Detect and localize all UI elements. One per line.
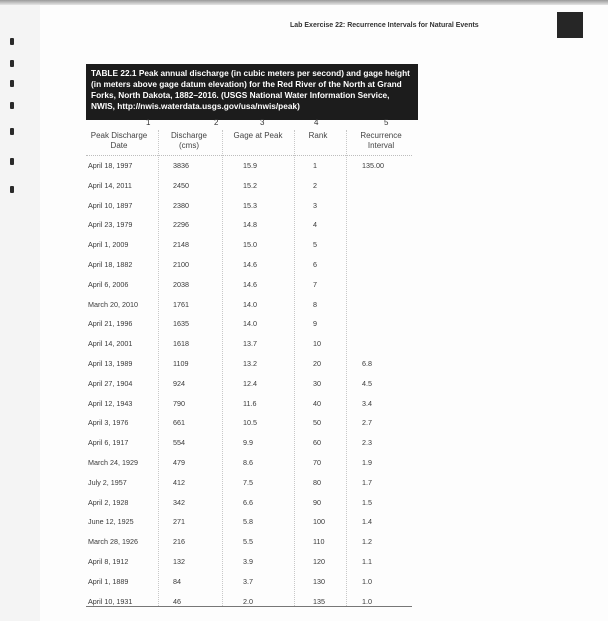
cell-gage: 15.3 bbox=[243, 200, 257, 210]
cell-interval: 1.2 bbox=[362, 537, 372, 547]
cell-rank: 100 bbox=[313, 517, 325, 527]
binding-mark bbox=[10, 128, 14, 135]
cell-discharge: 342 bbox=[173, 497, 185, 507]
table-row bbox=[86, 359, 412, 371]
cell-discharge: 790 bbox=[173, 398, 185, 408]
cell-gage: 15.0 bbox=[243, 240, 257, 250]
cell-discharge: 46 bbox=[173, 596, 181, 606]
cell-gage: 9.9 bbox=[243, 438, 253, 448]
cell-gage: 14.6 bbox=[243, 260, 257, 269]
binding-mark bbox=[10, 186, 14, 193]
cell-gage: 3.7 bbox=[243, 576, 253, 586]
table-row bbox=[86, 339, 412, 351]
cell-date: April 27, 1904 bbox=[88, 378, 133, 388]
cell-discharge: 2380 bbox=[173, 200, 189, 210]
cell-discharge: 2296 bbox=[173, 220, 189, 230]
cell-date: April 2, 1928 bbox=[88, 497, 129, 507]
cell-date: April 3, 1976 bbox=[88, 418, 129, 428]
cell-interval: 1.9 bbox=[362, 458, 372, 467]
column-header-rank: Rank bbox=[308, 131, 328, 140]
cell-date: April 10, 1897 bbox=[88, 200, 133, 210]
cell-rank: 20 bbox=[313, 359, 321, 368]
cell-rank: 30 bbox=[313, 378, 321, 388]
caption-text: Peak annual discharge (in cubic meters per second) and gage height (in meters above gage datum elevation) for the Red River of the North at Grand Forks, North Dakota, 1882–2016. (USGS National Water Information Service, NWIS, http://nwis.waterdata.usgs.gov/usa/nwis/peak) bbox=[91, 68, 410, 111]
cell-discharge: 412 bbox=[173, 477, 185, 487]
cell-interval: 2.7 bbox=[362, 418, 372, 428]
cell-gage: 14.0 bbox=[243, 299, 257, 309]
cell-discharge: 2450 bbox=[173, 180, 189, 190]
cell-gage: 3.9 bbox=[243, 557, 253, 566]
cell-date: April 1, 2009 bbox=[88, 240, 129, 250]
cell-date: April 8, 1912 bbox=[88, 557, 129, 566]
cell-interval: 1.0 bbox=[362, 576, 372, 586]
cell-date: March 20, 2010 bbox=[88, 299, 138, 309]
table-row bbox=[86, 300, 412, 312]
cell-gage: 12.4 bbox=[243, 378, 257, 388]
cell-gage: 10.5 bbox=[243, 418, 257, 428]
cell-gage: 8.6 bbox=[243, 458, 253, 467]
column-header-interval: Recurrence Interval bbox=[360, 131, 402, 150]
cell-interval: 2.3 bbox=[362, 438, 372, 448]
binding-strip bbox=[0, 5, 40, 621]
cell-discharge: 479 bbox=[173, 458, 185, 467]
cell-discharge: 2148 bbox=[173, 240, 189, 250]
cell-discharge: 554 bbox=[173, 438, 185, 448]
cell-gage: 14.0 bbox=[243, 319, 257, 329]
cell-interval: 1.1 bbox=[362, 557, 372, 566]
cell-rank: 90 bbox=[313, 497, 321, 507]
page-corner-block bbox=[557, 12, 583, 38]
cell-discharge: 1109 bbox=[173, 359, 189, 368]
cell-rank: 7 bbox=[313, 279, 317, 289]
binding-mark bbox=[10, 80, 14, 87]
cell-date: April 14, 2001 bbox=[88, 339, 133, 349]
table-row bbox=[86, 458, 412, 470]
caption-label: TABLE 22.1 bbox=[91, 68, 137, 78]
cell-interval: 3.4 bbox=[362, 398, 372, 408]
column-number: 2 bbox=[214, 118, 219, 127]
table-row bbox=[86, 220, 412, 232]
cell-date: April 23, 1979 bbox=[88, 220, 133, 230]
cell-gage: 13.2 bbox=[243, 359, 257, 368]
table-row bbox=[86, 577, 412, 589]
cell-interval: 6.8 bbox=[362, 359, 372, 368]
cell-gage: 2.0 bbox=[243, 596, 253, 606]
cell-date: April 21, 1996 bbox=[88, 319, 133, 329]
table-row bbox=[86, 517, 412, 529]
cell-date: April 6, 1917 bbox=[88, 438, 129, 448]
cell-rank: 6 bbox=[313, 260, 317, 269]
cell-gage: 7.5 bbox=[243, 477, 253, 487]
cell-rank: 9 bbox=[313, 319, 317, 329]
column-number: 1 bbox=[146, 118, 151, 127]
cell-rank: 40 bbox=[313, 398, 321, 408]
cell-discharge: 1635 bbox=[173, 319, 189, 329]
cell-discharge: 3836 bbox=[173, 161, 189, 170]
cell-discharge: 1618 bbox=[173, 339, 189, 349]
cell-date: March 24, 1929 bbox=[88, 458, 138, 467]
table-row bbox=[86, 319, 412, 331]
running-title: Lab Exercise 22: Recurrence Intervals for Natural Events bbox=[290, 22, 479, 29]
table-row bbox=[86, 537, 412, 549]
cell-rank: 120 bbox=[313, 557, 325, 566]
cell-rank: 8 bbox=[313, 299, 317, 309]
cell-discharge: 1761 bbox=[173, 299, 189, 309]
cell-gage: 13.7 bbox=[243, 339, 257, 349]
cell-date: April 18, 1882 bbox=[88, 260, 133, 269]
cell-date: April 14, 2011 bbox=[88, 180, 132, 190]
cell-discharge: 84 bbox=[173, 576, 181, 586]
cell-discharge: 661 bbox=[173, 418, 185, 428]
cell-discharge: 271 bbox=[173, 517, 185, 527]
column-number: 4 bbox=[314, 118, 319, 127]
cell-date: March 28, 1926 bbox=[88, 537, 138, 547]
table-caption bbox=[86, 64, 418, 120]
cell-date: April 1, 1889 bbox=[88, 576, 129, 586]
cell-interval: 4.5 bbox=[362, 378, 372, 388]
cell-rank: 3 bbox=[313, 200, 317, 210]
cell-rank: 135 bbox=[313, 596, 325, 606]
cell-gage: 15.9 bbox=[243, 161, 257, 170]
column-number: 5 bbox=[384, 118, 389, 127]
cell-rank: 110 bbox=[313, 537, 325, 547]
cell-rank: 10 bbox=[313, 339, 321, 349]
cell-discharge: 2038 bbox=[173, 279, 189, 289]
cell-interval: 1.4 bbox=[362, 517, 372, 527]
cell-rank: 50 bbox=[313, 418, 321, 428]
column-header-date: Peak Discharge Date bbox=[90, 131, 148, 150]
table-row bbox=[86, 418, 412, 430]
cell-date: April 12, 1943 bbox=[88, 398, 133, 408]
scan-top-edge bbox=[0, 0, 608, 5]
cell-gage: 5.5 bbox=[243, 537, 253, 547]
cell-rank: 60 bbox=[313, 438, 321, 448]
cell-date: July 2, 1957 bbox=[88, 477, 127, 487]
cell-interval: 1.5 bbox=[362, 497, 372, 507]
binding-mark bbox=[10, 60, 14, 67]
cell-rank: 4 bbox=[313, 220, 317, 230]
table-row bbox=[86, 161, 412, 173]
table-bottom-rule bbox=[86, 606, 412, 607]
cell-date: April 6, 2006 bbox=[88, 279, 129, 289]
column-header-gage: Gage at Peak bbox=[233, 131, 283, 140]
table-row bbox=[86, 260, 412, 272]
cell-gage: 14.6 bbox=[243, 279, 257, 289]
binding-mark bbox=[10, 38, 14, 45]
column-header-discharge: Discharge (cms) bbox=[170, 131, 207, 150]
table-row bbox=[86, 478, 412, 490]
cell-gage: 5.8 bbox=[243, 517, 253, 527]
cell-rank: 1 bbox=[313, 161, 317, 170]
table-row bbox=[86, 399, 412, 411]
cell-interval: 1.0 bbox=[362, 596, 372, 606]
cell-discharge: 132 bbox=[173, 557, 185, 566]
header-divider bbox=[86, 155, 412, 156]
cell-gage: 14.8 bbox=[243, 220, 257, 230]
cell-gage: 15.2 bbox=[243, 180, 257, 190]
cell-date: April 10, 1931 bbox=[88, 596, 133, 606]
table-row bbox=[86, 379, 412, 391]
cell-interval: 1.7 bbox=[362, 477, 372, 487]
table-row bbox=[86, 280, 412, 292]
table-row bbox=[86, 181, 412, 193]
table-row bbox=[86, 557, 412, 569]
cell-rank: 80 bbox=[313, 477, 321, 487]
cell-discharge: 924 bbox=[173, 378, 185, 388]
cell-date: April 13, 1989 bbox=[88, 359, 133, 368]
cell-rank: 130 bbox=[313, 576, 325, 586]
cell-rank: 5 bbox=[313, 240, 317, 250]
table-row bbox=[86, 201, 412, 213]
table-row bbox=[86, 498, 412, 510]
binding-mark bbox=[10, 102, 14, 109]
cell-discharge: 2100 bbox=[173, 260, 189, 269]
cell-rank: 2 bbox=[313, 180, 317, 190]
binding-mark bbox=[10, 158, 14, 165]
cell-interval: 135.00 bbox=[362, 161, 384, 170]
table-row bbox=[86, 438, 412, 450]
column-number: 3 bbox=[260, 118, 265, 127]
cell-gage: 6.6 bbox=[243, 497, 253, 507]
table-row bbox=[86, 240, 412, 252]
cell-date: April 18, 1997 bbox=[88, 161, 133, 170]
cell-discharge: 216 bbox=[173, 537, 185, 547]
cell-rank: 70 bbox=[313, 458, 321, 467]
cell-gage: 11.6 bbox=[243, 398, 257, 408]
cell-date: June 12, 1925 bbox=[88, 517, 134, 527]
